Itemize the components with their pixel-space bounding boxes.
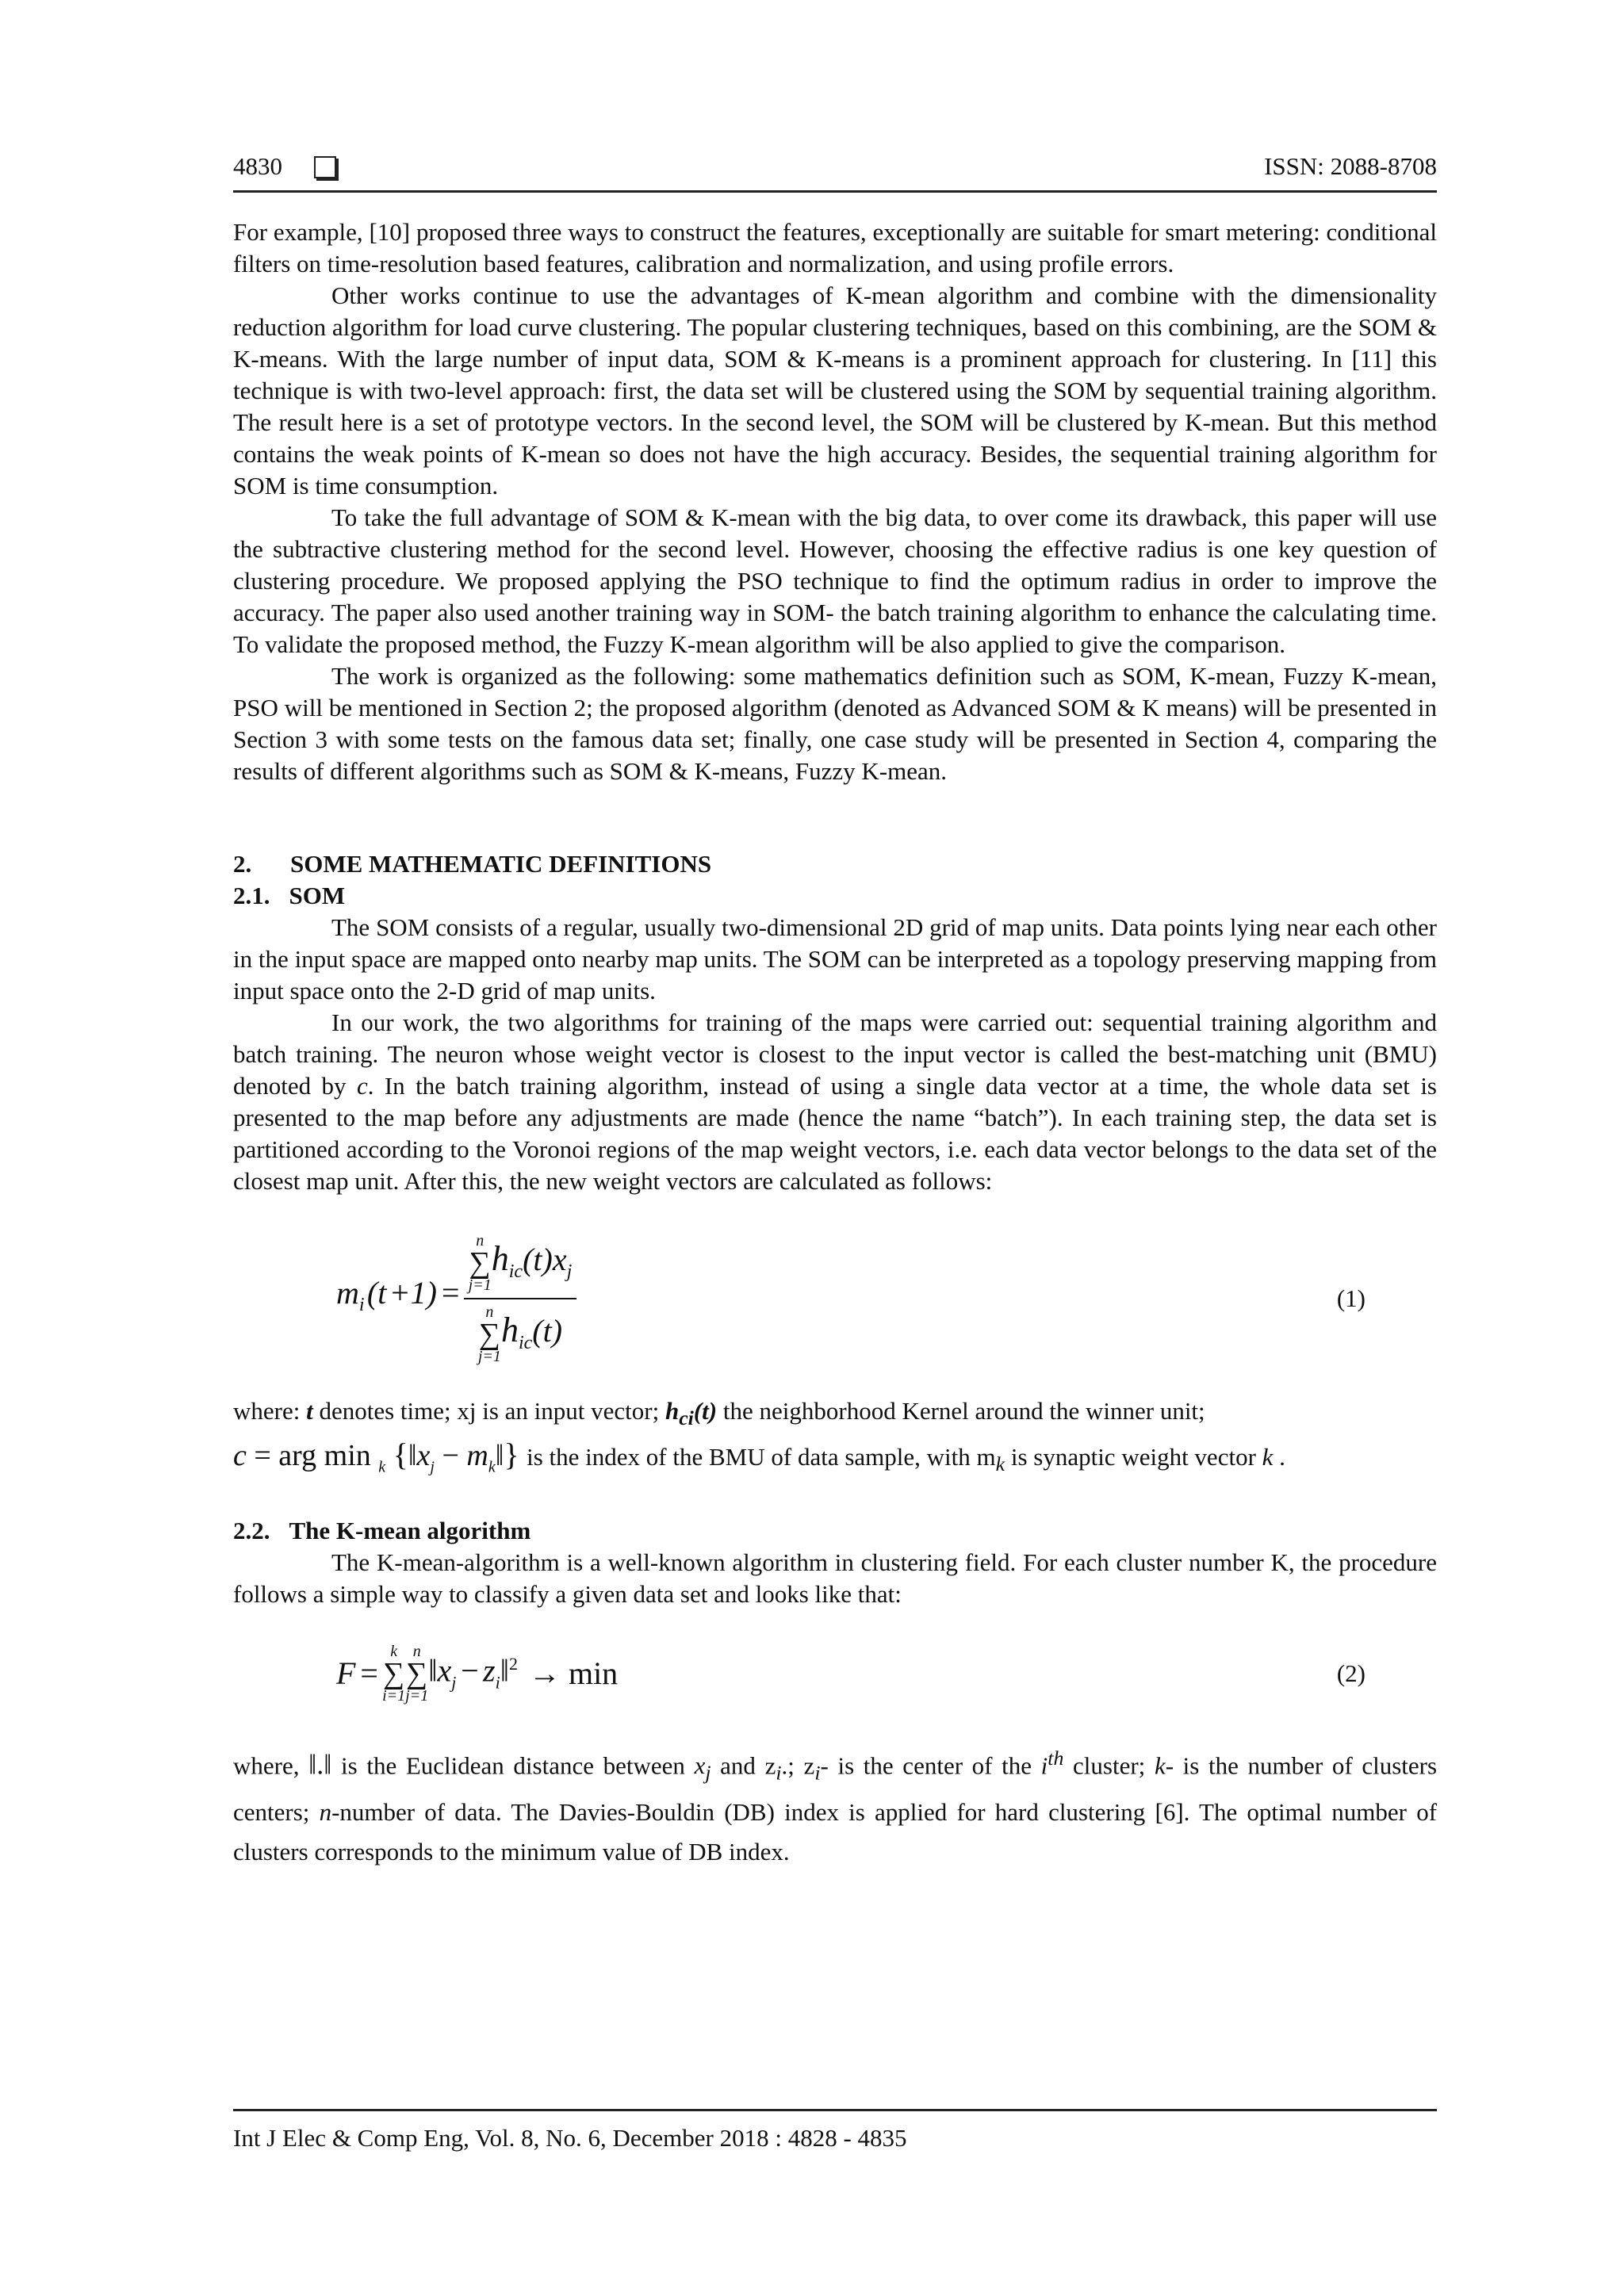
where1-part-e: is synaptic weight vector bbox=[1005, 1443, 1262, 1471]
h-letter: h bbox=[665, 1397, 680, 1425]
issn: ISSN: 2088-8708 bbox=[1264, 152, 1437, 180]
where1-part-c: the neighborhood Kernel around the winner unit; bbox=[717, 1397, 1205, 1425]
where2-part-e: - is the center of the bbox=[820, 1751, 1041, 1780]
journal-citation: Int J Elec & Comp Eng, Vol. 8, No. 6, December 2018 : 4828 - 4835 bbox=[233, 2124, 907, 2152]
i-symbol: i bbox=[1040, 1751, 1048, 1780]
t-symbol: t bbox=[306, 1397, 313, 1425]
mk-subscript: k bbox=[995, 1452, 1005, 1476]
paragraph-2: Other works continue to use the advantages of K-mean algorithm and combine with the dimensionality reduction algorithm for load curve clustering. The popular clustering techniques, based on this combining, are the SOM & K-means. With the large number of input data, SOM & K-means is a prominent approach for clustering. In [11] this technique is with two-level approach: first, the data set will be clustered using the SOM by sequential training algorithm. The result here is a set of prototype vectors. In the second level, the SOM will be clustered by K-mean. But this method contains the weak points of K-mean so does not have the high accuracy. Besides, the sequential training algorithm for SOM is time consumption. bbox=[233, 281, 1437, 499]
box-icon bbox=[314, 156, 336, 178]
where1-part-d: is the index of the BMU of data sample, with m bbox=[527, 1443, 996, 1471]
where2-part-b: is the Euclidean distance between bbox=[331, 1751, 695, 1780]
paragraph-7: The K-mean-algorithm is a well-known algorithm in clustering field. For each cluster number K, the procedure follows a simple way to classify a given data set and looks like that: bbox=[233, 1548, 1437, 1608]
subsection-number: 2.1. bbox=[233, 882, 270, 909]
page bbox=[233, 151, 1437, 1872]
th-superscript: th bbox=[1048, 1746, 1064, 1770]
where1-part-a: where: bbox=[233, 1397, 307, 1425]
paragraph-4: The work is organized as the following: some mathematics definition such as SOM, K-mean, Fuzzy K-mean, PSO will be mentioned in Section 2; the proposed algorithm (denoted as Advanced SOM & K means) will be presented in Section 3 with some tests on the famous data set; finally, one case study will be presented in Section 4, comparing the results of different algorithms such as SOM & K-means, Fuzzy K-mean. bbox=[233, 662, 1437, 785]
section-number: 2. bbox=[233, 850, 252, 878]
where2-part-g: - is the number of clusters centers; bbox=[233, 1751, 1438, 1827]
where2-part-f: cluster; bbox=[1063, 1751, 1155, 1780]
section-2-heading bbox=[233, 848, 1437, 880]
k-symbol: k bbox=[1262, 1443, 1274, 1471]
norm-symbol: ‖.‖ bbox=[308, 1748, 332, 1781]
where-clause-1 bbox=[233, 1395, 1437, 1434]
subsection-2-2-heading bbox=[233, 1515, 1437, 1547]
paragraph-6-part-1: In our work, the two algorithms for training of the maps were carried out: sequential training algorithm and batch training. The neuron whose weight vector is closest to the input vector is called the best-matching unit (BMU) denoted by bbox=[233, 1008, 1437, 1100]
equation-1 bbox=[233, 1219, 1437, 1378]
paragraph-6-part-2: . In the batch training algorithm, instead of using a single data vector at a time, the whole data set is presented to the map before any adjustments are made (hence the name “batch”). In each training step, the data set is partitioned according to the Voronoi regions of the map weight vectors, i.e. each data vector belongs to the data set of the closest map unit. After this, the new weight vectors are calculated as follows: bbox=[233, 1072, 1437, 1195]
where1-part-f: . bbox=[1273, 1443, 1285, 1471]
h-argument: (t) bbox=[693, 1397, 718, 1425]
equation-2-body: F = k ∑ i=1 n ∑ j=1 $‖x_j$ − $z_i‖^2$ → min bbox=[336, 1642, 619, 1705]
equation-2 bbox=[233, 1626, 1437, 1721]
where2-part-a: where, bbox=[233, 1751, 309, 1780]
paragraph-3: To take the full advantage of SOM & K-mean with the big data, to over come its drawback, this paper will use the subtractive clustering method for the second level. However, choosing the effective radius is one key question of clustering procedure. We proposed applying the PSO technique to find the optimum radius in order to improve the accuracy. The paper also used another training way in SOM- the batch training algorithm to enhance the calculating time. To validate the proposed method, the Fuzzy K-mean algorithm will be also applied to give the comparison. bbox=[233, 503, 1437, 658]
subsection-title: SOM bbox=[289, 882, 346, 909]
zi-subscript-2: i bbox=[814, 1761, 821, 1785]
running-footer bbox=[233, 2109, 1437, 2154]
h-symbol bbox=[665, 1397, 718, 1430]
where-clause-2 bbox=[233, 1739, 1437, 1873]
equation-2-number: (2) bbox=[1336, 1659, 1365, 1687]
bmu-symbol: c bbox=[356, 1072, 368, 1100]
where2-part-c: and z bbox=[710, 1751, 776, 1780]
where1-part-b: denotes time; xj is an input vector; bbox=[312, 1397, 665, 1425]
paragraph-5: The SOM consists of a regular, usually two-dimensional 2D grid of map units. Data points lying near each other in the input space are mapped onto nearby map units. The SOM can be interpreted as a topology preserving mapping from input space onto the 2-D grid of map units. bbox=[233, 913, 1437, 1004]
h-subscript: ci bbox=[679, 1406, 694, 1430]
paragraph-1: For example, [10] proposed three ways to construct the features, exceptionally are suitable for smart metering: conditional filters on time-resolution based features, calibration and normalization, and using profile errors. bbox=[233, 218, 1437, 277]
subsection-title: The K-mean algorithm bbox=[289, 1516, 531, 1544]
equation-1-body: $m_i$ (t +1) = n ∑ j=1 $h_{ic}(t)x_j$ n ∑ j=1 $h_{ic}(t)$ bbox=[336, 1219, 576, 1378]
body-text bbox=[233, 216, 1437, 1872]
xj-symbol: $x_j$ bbox=[694, 1751, 711, 1785]
where2-part-h: -number of data. The Davies-Bouldin (DB) index is applied for hard clustering [6]. The optimal number of clusters corresponds to the minimum value of DB index. bbox=[233, 1798, 1438, 1866]
subsection-number: 2.2. bbox=[233, 1516, 270, 1544]
subsection-2-1-heading bbox=[233, 880, 1437, 912]
page-number: 4830 bbox=[233, 152, 282, 180]
where2-part-d: .; z bbox=[781, 1751, 815, 1780]
bmu-definition bbox=[233, 1439, 1437, 1483]
bmu-formula: c = arg min $_k$ {$‖x_j$ − $m_k‖$} bbox=[233, 1437, 519, 1476]
section-title: SOME MATHEMATIC DEFINITIONS bbox=[290, 850, 712, 878]
running-header bbox=[233, 151, 1437, 193]
zi-subscript-1: i bbox=[776, 1761, 782, 1785]
n-symbol: n bbox=[319, 1798, 332, 1827]
paragraph-6 bbox=[233, 1007, 1437, 1197]
equation-1-number: (1) bbox=[1336, 1284, 1365, 1312]
k-count-symbol: k bbox=[1154, 1751, 1166, 1780]
